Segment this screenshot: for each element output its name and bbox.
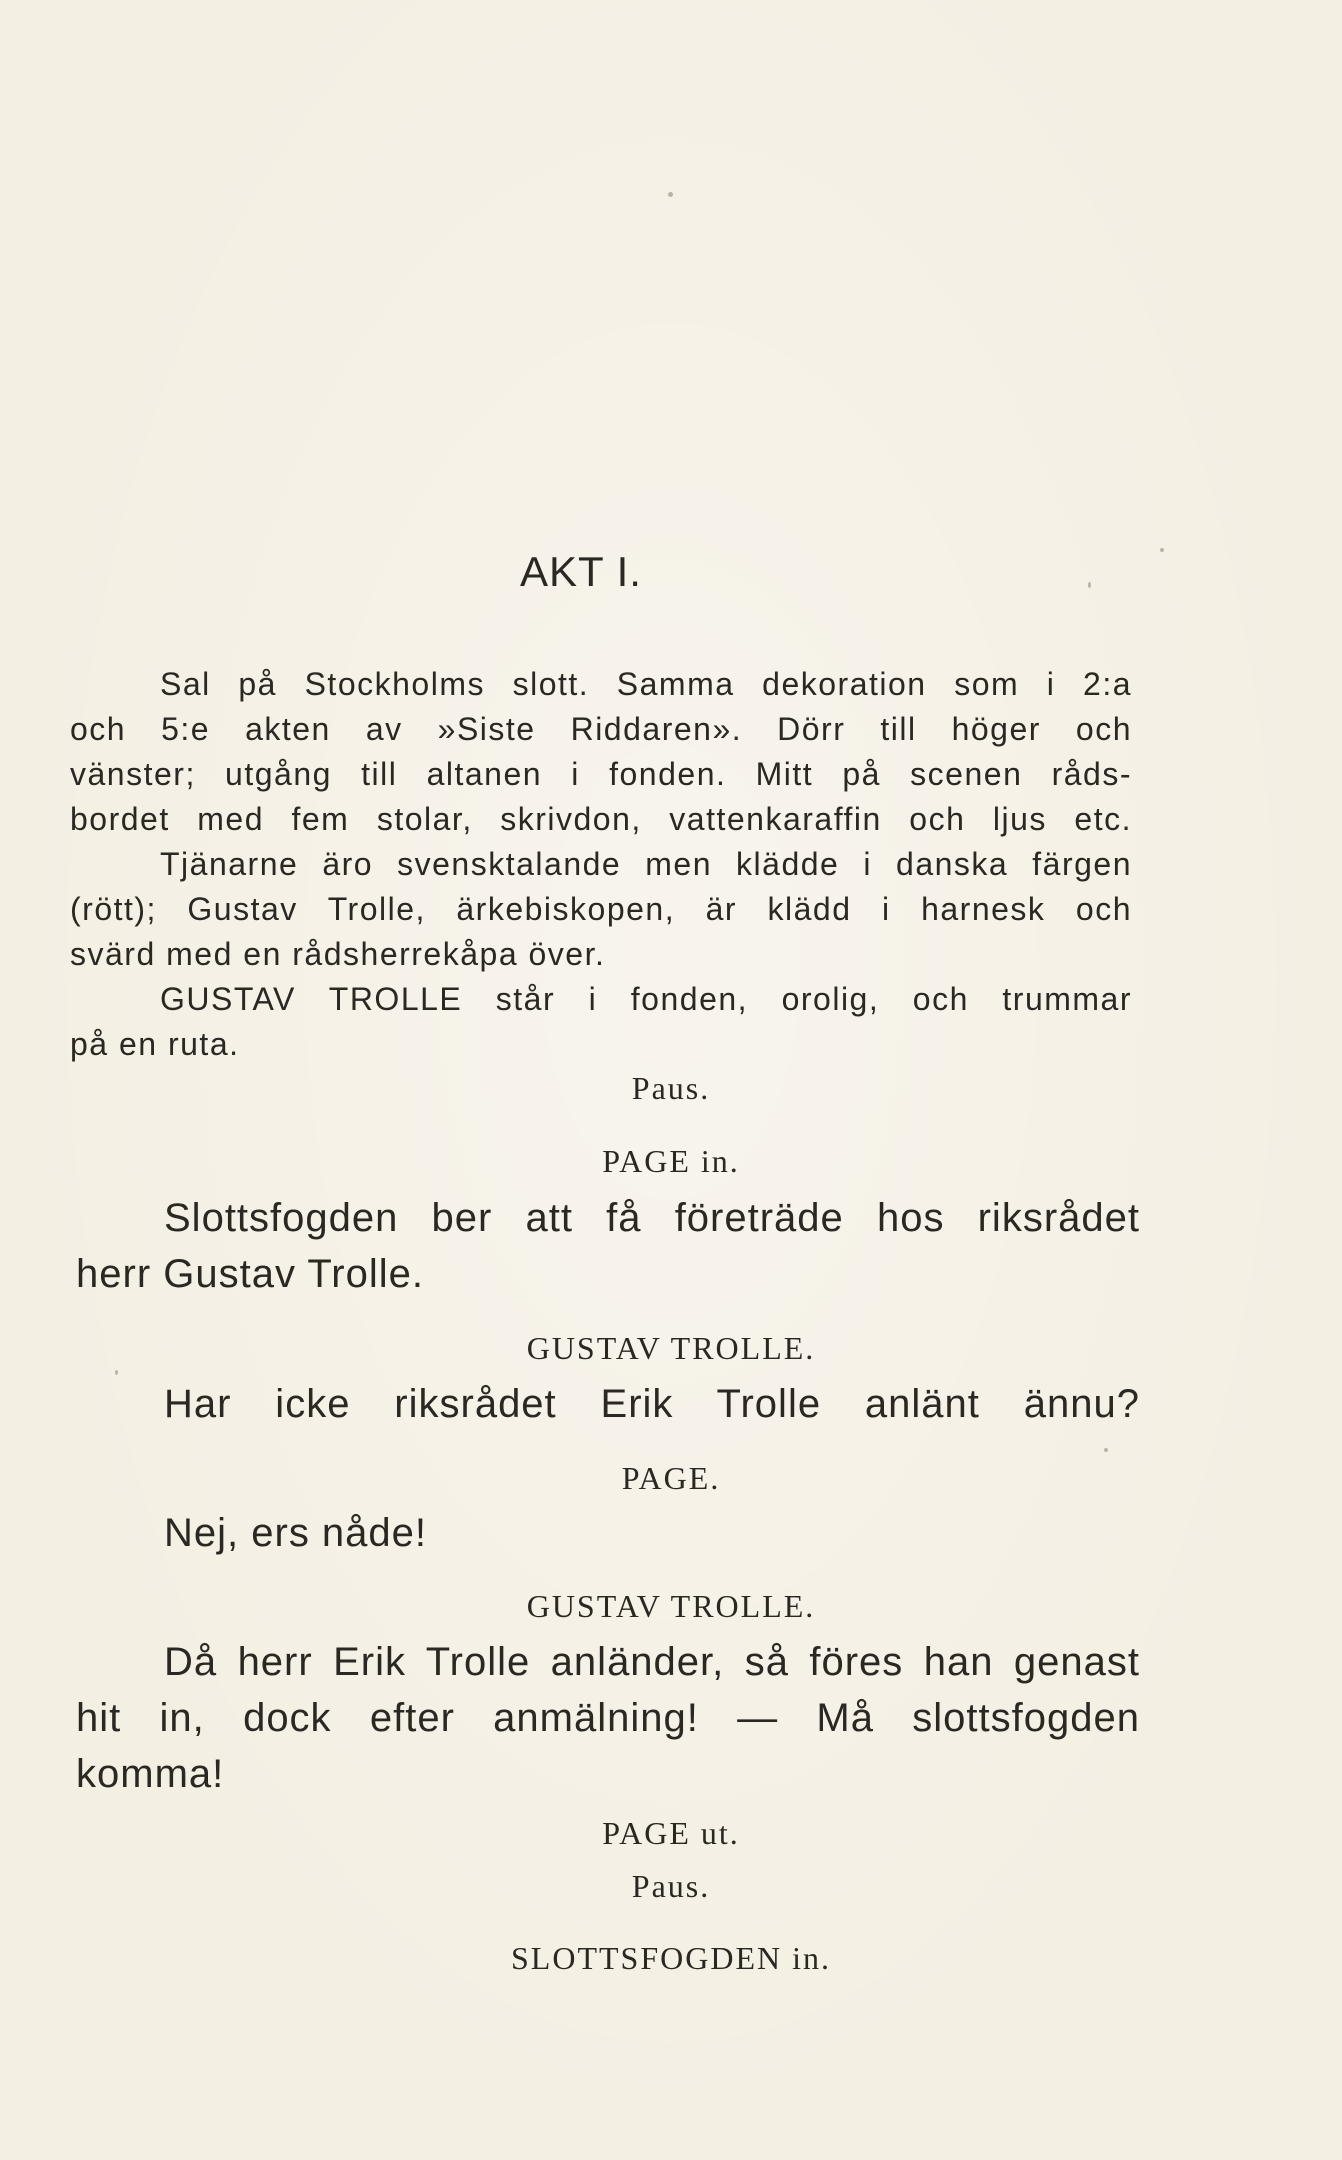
stage-direction-p3 (70, 977, 1132, 1067)
speech-gustav-2 (76, 1634, 1140, 1802)
speech-line: Då herr Erik Trolle anländer, så föres han genast (164, 1640, 1140, 1684)
speech-line: herr Gustav Trolle. (76, 1252, 425, 1296)
paper-speck (1104, 1448, 1108, 1452)
stage-direction-p1 (70, 662, 1132, 842)
paper-speck (1088, 582, 1091, 588)
speech-line: hit in, dock efter anmälning! — Må slottsfogden (76, 1696, 1140, 1740)
stage-line: GUSTAV TROLLE står i fonden, orolig, och trummar (160, 981, 1132, 1017)
stage-line: (rött); Gustav Trolle, ärkebiskopen, är klädd i harnesk och (70, 891, 1132, 927)
stage-line: svärd med en rådsherrekåpa över. (70, 936, 606, 972)
cue-paus: Paus. (631, 1868, 711, 1904)
speech-gustav-1 (76, 1376, 1140, 1432)
speech-page-2 (76, 1505, 1140, 1561)
stage-line: och 5:e akten av »Siste Riddaren». Dörr till höger och (70, 711, 1132, 747)
cue-page-in: PAGE in. (602, 1143, 740, 1179)
speech-line: Har icke riksrådet Erik Trolle anlänt ännu? (164, 1382, 1140, 1426)
act-title: AKT I. (520, 548, 642, 595)
speech-line: komma! (76, 1752, 225, 1796)
stage-line: på en ruta. (70, 1026, 240, 1062)
speech-page-1 (76, 1190, 1140, 1302)
stage-line: Sal på Stockholms slott. Samma dekoration som i 2:a (160, 666, 1132, 702)
speaker-gustav-trolle: GUSTAV TROLLE. (526, 1588, 816, 1624)
stage-line: Tjänarne äro svensktalande men klädde i danska färgen (160, 846, 1132, 882)
paper-speck (668, 192, 673, 197)
speech-line: Nej, ers nåde! (164, 1511, 428, 1555)
speaker-gustav-trolle: GUSTAV TROLLE. (526, 1330, 816, 1366)
cue-slottsfogden-in: SLOTTSFOGDEN in. (510, 1940, 831, 1976)
paper-speck (1160, 548, 1164, 552)
stage-line: bordet med fem stolar, skrivdon, vattenkaraffin och ljus etc. (70, 801, 1132, 837)
paper-speck (115, 1370, 118, 1375)
cue-page-out: PAGE ut. (602, 1815, 740, 1851)
cue-paus: Paus. (631, 1070, 711, 1106)
stage-line: vänster; utgång till altanen i fonden. Mitt på scenen råds- (70, 756, 1132, 792)
speaker-page: PAGE. (621, 1460, 721, 1496)
speech-line: Slottsfogden ber att få företräde hos riksrådet (164, 1196, 1140, 1240)
stage-direction-p2 (70, 842, 1132, 977)
